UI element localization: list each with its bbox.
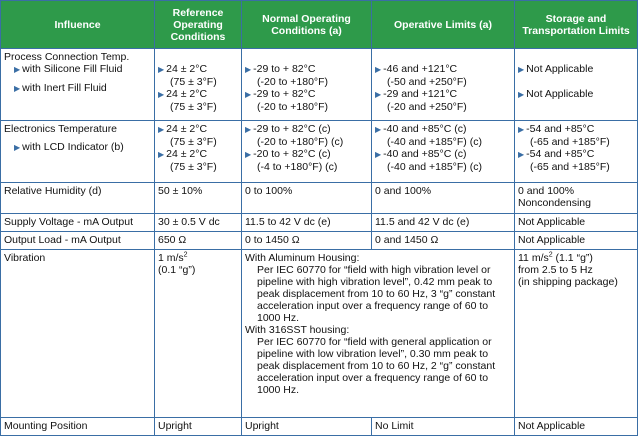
cell-storage (515, 183, 638, 214)
value: Noncondensing (518, 197, 591, 209)
value: (-20 to +180°F) (c) (257, 136, 344, 148)
triangle-right-icon: ▶ (518, 90, 525, 99)
value: 24 ± 2°C (166, 148, 208, 160)
row-label: Relative Humidity (d) (1, 183, 155, 214)
row-label: Output Load - mA Output (1, 232, 155, 250)
value: (-65 and +185°F) (530, 136, 610, 148)
value: -29 and +121°C (383, 88, 458, 100)
value: (75 ± 3°F) (170, 76, 217, 88)
sub-label-inert: with Inert Fill Fluid (22, 82, 107, 94)
aluminum-housing-text: Per IEC 60770 for “field with high vibration level or pipeline with high vibration level”, 0.42 mm peak to peak displacement from 10 to 60 Hz, 3 “g” constant acceleration input over a frequency range of 60 to 1000 Hz. (257, 264, 496, 324)
cell-storage: Not Applicable (515, 232, 638, 250)
header-storage: Storage and Transportation Limits (515, 1, 638, 49)
cell-normal (242, 121, 372, 183)
row-label: Process Connection Temp. (4, 51, 130, 63)
triangle-right-icon: ▶ (518, 65, 525, 74)
cell-storage (515, 121, 638, 183)
sub-label-silicone: with Silicone Fill Fluid (22, 63, 123, 75)
value: -29 to + 82°C (253, 88, 316, 100)
value: 11 m/s (518, 252, 549, 264)
value: (-4 to +180°F) (c) (257, 161, 338, 173)
cell-influence (1, 49, 155, 121)
value: 0 and 100% (518, 185, 575, 197)
value: (in shipping package) (518, 276, 618, 288)
value: -40 and +85°C (c) (383, 123, 467, 135)
cell-normal-operative (242, 250, 515, 418)
value: (-20 to +180°F) (257, 76, 329, 88)
value: 1 m/s (158, 252, 184, 264)
triangle-right-icon: ▶ (245, 65, 252, 74)
value: -46 and +121°C (383, 63, 458, 75)
triangle-right-icon: ▶ (245, 90, 252, 99)
cell-storage: Not Applicable (515, 418, 638, 436)
superscript: 2 (183, 251, 188, 259)
row-label: Mounting Position (1, 418, 155, 436)
value: (-65 and +185°F) (530, 161, 610, 173)
sst-housing-heading: With 316SST housing: (245, 324, 350, 336)
triangle-right-icon: ▶ (14, 84, 21, 93)
row-label: Electronics Temperature (4, 123, 118, 135)
value: Not Applicable (526, 63, 594, 75)
triangle-right-icon: ▶ (375, 125, 382, 134)
cell-reference: Upright (155, 418, 242, 436)
cell-operative: 0 and 1450 Ω (372, 232, 515, 250)
value: (-40 and +185°F) (c) (387, 161, 482, 173)
header-operative: Operative Limits (a) (372, 1, 515, 49)
cell-operative: No Limit (372, 418, 515, 436)
cell-storage: Not Applicable (515, 214, 638, 232)
row-output-load (1, 232, 638, 250)
triangle-right-icon: ▶ (375, 65, 382, 74)
cell-normal (242, 49, 372, 121)
value: -54 and +85°C (526, 148, 595, 160)
row-electronics-temp (1, 121, 638, 183)
value: (-20 to +180°F) (257, 101, 329, 113)
cell-reference: 50 ± 10% (155, 183, 242, 214)
row-process-temp (1, 49, 638, 121)
triangle-right-icon: ▶ (245, 150, 252, 159)
triangle-right-icon: ▶ (158, 125, 165, 134)
value: -54 and +85°C (526, 123, 595, 135)
sub-label-lcd: with LCD Indicator (b) (22, 141, 124, 153)
cell-normal: 0 to 1450 Ω (242, 232, 372, 250)
triangle-right-icon: ▶ (518, 125, 525, 134)
value: (1.1 “g”) (552, 252, 593, 264)
value: (75 ± 3°F) (170, 136, 217, 148)
cell-storage (515, 250, 638, 418)
header-reference: Reference Operating Conditions (155, 1, 242, 49)
value: -20 to + 82°C (c) (253, 148, 331, 160)
triangle-right-icon: ▶ (158, 65, 165, 74)
cell-reference (155, 250, 242, 418)
triangle-right-icon: ▶ (14, 65, 21, 74)
superscript: 2 (548, 251, 553, 259)
header-influence: Influence (1, 1, 155, 49)
value: (-50 and +250°F) (387, 76, 467, 88)
row-vibration (1, 250, 638, 418)
row-label: Supply Voltage - mA Output (1, 214, 155, 232)
header-row (1, 1, 638, 49)
cell-normal: 0 to 100% (242, 183, 372, 214)
cell-influence (1, 121, 155, 183)
triangle-right-icon: ▶ (245, 125, 252, 134)
value: 24 ± 2°C (166, 88, 208, 100)
value: (0.1 “g”) (158, 264, 196, 276)
cell-reference (155, 49, 242, 121)
value: (-40 and +185°F) (c) (387, 136, 482, 148)
value: from 2.5 to 5 Hz (518, 264, 593, 276)
cell-operative: 11.5 and 42 V dc (e) (372, 214, 515, 232)
triangle-right-icon: ▶ (14, 143, 21, 152)
cell-reference (155, 121, 242, 183)
row-mounting (1, 418, 638, 436)
value: (-20 and +250°F) (387, 101, 467, 113)
aluminum-housing-heading: With Aluminum Housing: (245, 252, 360, 264)
value: -40 and +85°C (c) (383, 148, 467, 160)
cell-operative (372, 49, 515, 121)
cell-reference: 650 Ω (155, 232, 242, 250)
value: -29 to + 82°C (253, 63, 316, 75)
cell-storage (515, 49, 638, 121)
value: (75 ± 3°F) (170, 101, 217, 113)
value: Not Applicable (526, 88, 594, 100)
triangle-right-icon: ▶ (158, 150, 165, 159)
value: (75 ± 3°F) (170, 161, 217, 173)
row-supply-voltage (1, 214, 638, 232)
triangle-right-icon: ▶ (158, 90, 165, 99)
cell-operative (372, 121, 515, 183)
row-label: Vibration (1, 250, 155, 418)
cell-reference: 30 ± 0.5 V dc (155, 214, 242, 232)
row-humidity (1, 183, 638, 214)
value: 24 ± 2°C (166, 123, 208, 135)
triangle-right-icon: ▶ (375, 150, 382, 159)
triangle-right-icon: ▶ (518, 150, 525, 159)
value: -29 to + 82°C (c) (253, 123, 331, 135)
cell-operative: 0 and 100% (372, 183, 515, 214)
sst-housing-text: Per IEC 60770 for “field with general application or pipeline with low vibration level”, 0.30 mm peak to peak displacement from 10 to 60 Hz, 2 “g” constant acceleration input over a frequency range of 60 to 1000 Hz. (257, 336, 496, 396)
cell-normal: 11.5 to 42 V dc (e) (242, 214, 372, 232)
value: 24 ± 2°C (166, 63, 208, 75)
header-normal: Normal Operating Conditions (a) (242, 1, 372, 49)
cell-normal: Upright (242, 418, 372, 436)
triangle-right-icon: ▶ (375, 90, 382, 99)
